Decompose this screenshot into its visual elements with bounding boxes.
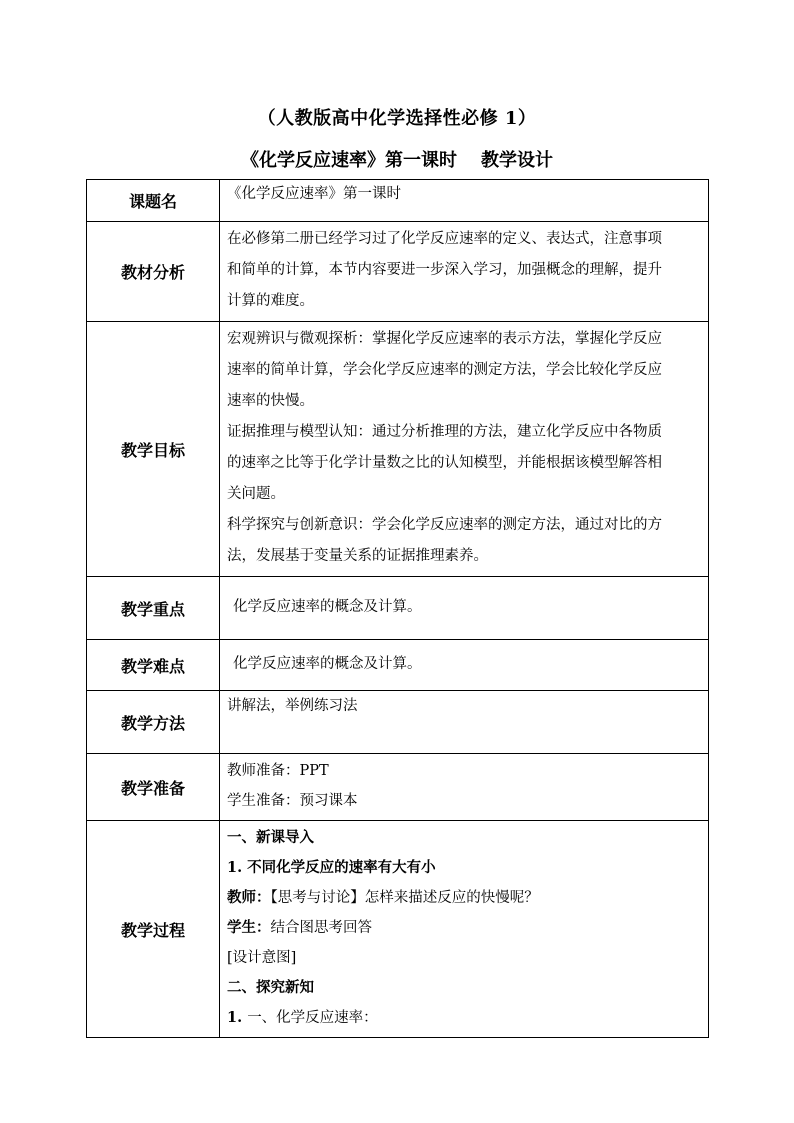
teacher-label: 教师： xyxy=(227,889,271,906)
process-heading-explore: 二、探究新知 xyxy=(227,979,314,996)
label-process: 教学过程 xyxy=(87,821,220,1038)
row-analysis xyxy=(87,222,709,322)
row-goals xyxy=(87,322,709,577)
value-keypoints xyxy=(220,577,709,640)
value-topic: 《化学反应速率》第一课时 xyxy=(220,180,709,222)
analysis-line: 计算的难度。 xyxy=(227,293,314,309)
preparation-line: 教师准备：PPT xyxy=(227,763,329,779)
process-design-intent: [设计意图] xyxy=(227,950,297,966)
document-subtitle: （人教版高中化学选择性必修 1） xyxy=(257,108,537,129)
row-preparation xyxy=(87,754,709,821)
value-process xyxy=(220,821,709,1038)
lesson-plan-table xyxy=(86,179,709,1038)
value-goals xyxy=(220,322,709,577)
value-difficulties xyxy=(220,640,709,691)
keypoints-text: 化学反应速率的概念及计算。 xyxy=(233,598,422,615)
section-text: 一、化学反应速率： xyxy=(247,1010,378,1026)
value-methods: 讲解法，举例练习法 xyxy=(220,691,709,754)
process-subheading: 1. 不同化学反应的速率有大有小 xyxy=(227,859,436,876)
value-preparation xyxy=(220,754,709,821)
label-preparation: 教学准备 xyxy=(87,754,220,821)
row-topic xyxy=(87,180,709,222)
goals-line: 宏观辨识与微观探析：掌握化学反应速率的表示方法，掌握化学反应 xyxy=(227,331,662,347)
difficulties-text: 化学反应速率的概念及计算。 xyxy=(233,655,422,672)
value-analysis xyxy=(220,222,709,322)
teacher-text: 【思考与讨论】怎样来描述反应的快慢呢？ xyxy=(270,890,539,906)
row-process xyxy=(87,821,709,1038)
label-difficulties: 教学难点 xyxy=(87,640,220,691)
process-heading-intro: 一、新课导入 xyxy=(227,829,314,846)
goals-line: 关问题。 xyxy=(227,486,285,502)
process-teacher-line xyxy=(227,883,702,913)
goals-line: 速率的快慢。 xyxy=(227,393,314,409)
process-section-line xyxy=(227,1003,702,1033)
label-keypoints: 教学重点 xyxy=(87,577,220,640)
goals-line: 速率的简单计算，学会化学反应速率的测定方法，学会比较化学反应 xyxy=(227,362,662,378)
design-label: 教学设计 xyxy=(481,150,553,171)
section-number: 1. xyxy=(227,1009,248,1026)
process-student-line xyxy=(227,913,702,943)
document-title xyxy=(0,146,794,172)
label-goals: 教学目标 xyxy=(87,322,220,577)
label-analysis: 教材分析 xyxy=(87,222,220,322)
goals-line: 的速率之比等于化学计量数之比的认知模型，并能根据该模型解答相 xyxy=(227,455,662,471)
label-methods: 教学方法 xyxy=(87,691,220,754)
lesson-title: 《化学反应速率》第一课时 xyxy=(241,150,457,171)
student-text: 结合图思考回答 xyxy=(270,920,372,936)
analysis-line: 和简单的计算，本节内容要进一步深入学习，加强概念的理解，提升 xyxy=(227,262,662,278)
row-methods xyxy=(87,691,709,754)
row-keypoints xyxy=(87,577,709,640)
goals-line: 科学探究与创新意识：学会化学反应速率的测定方法，通过对比的方 xyxy=(227,517,662,533)
label-topic: 课题名 xyxy=(87,180,220,222)
analysis-line: 在必修第二册已经学习过了化学反应速率的定义、表达式，注意事项 xyxy=(227,231,662,247)
preparation-line: 学生准备：预习课本 xyxy=(227,793,358,809)
goals-line: 证据推理与模型认知：通过分析推理的方法，建立化学反应中各物质 xyxy=(227,424,662,440)
goals-line: 法，发展基于变量关系的证据推理素养。 xyxy=(227,548,488,564)
student-label: 学生： xyxy=(227,919,271,936)
row-difficulties xyxy=(87,640,709,691)
